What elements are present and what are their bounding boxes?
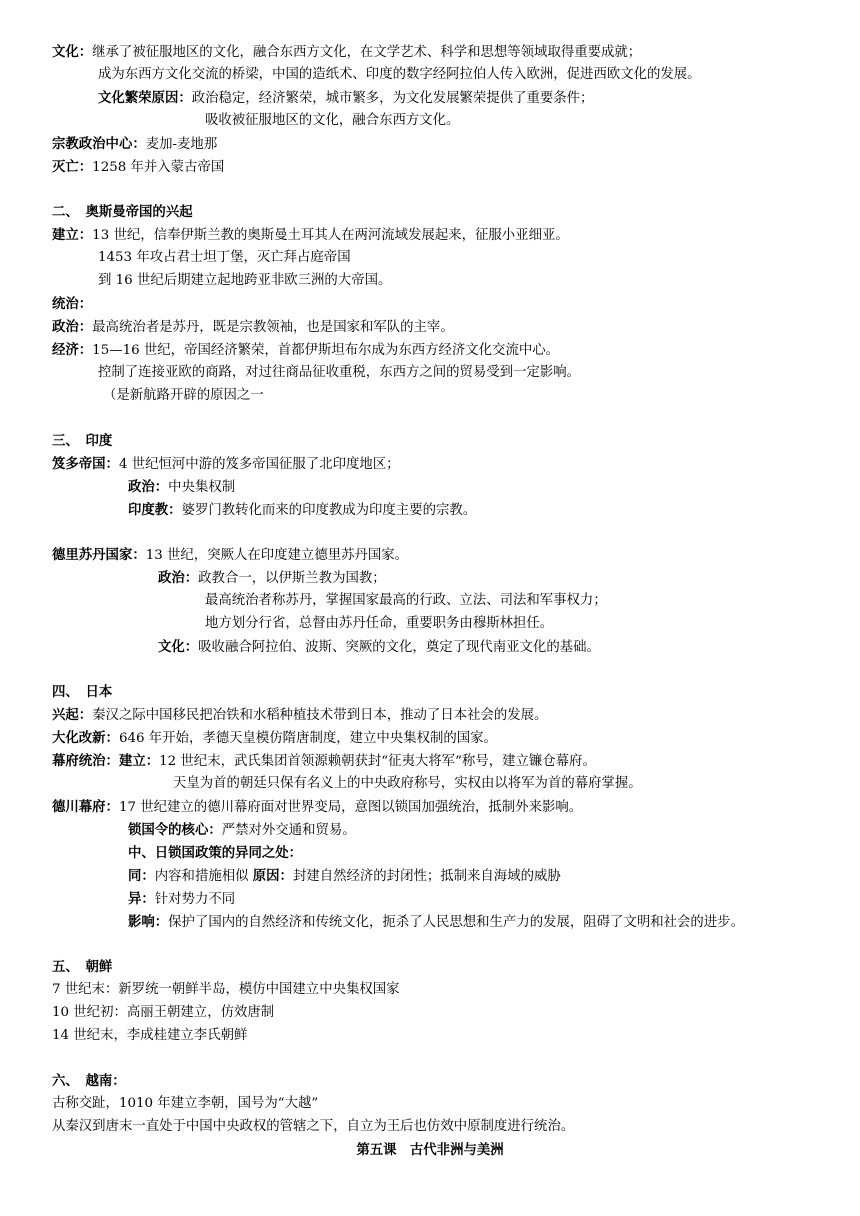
line-label: 中、日锁国政策的异同之处： [128, 845, 303, 861]
text-line [52, 225, 569, 245]
text-line [52, 42, 641, 62]
line-label: 影响： [128, 914, 169, 930]
line-label: 宗教政治中心： [52, 136, 146, 152]
line-label: 德川幕府： [52, 799, 119, 815]
line-text: 从秦汉到唐末一直处于中国中央政权的管辖之下，自立为王后也仿效中原制度进行统治。 [52, 1119, 575, 1134]
line-text: 成为东西方文化交流的桥梁，中国的造纸术、印度的数字经阿拉伯人传入欧洲，促进西欧文化的发展。 [98, 67, 701, 82]
text-line [52, 317, 454, 337]
text-line [128, 500, 476, 520]
text-line [128, 912, 744, 932]
line-label: 文化： [52, 44, 93, 60]
line-label: 政治： [52, 319, 93, 335]
line-label: 政治： [158, 570, 199, 586]
text-line [52, 705, 547, 725]
line-label: 兴起： [52, 707, 93, 723]
line-text: 秦汉之际中国移民把冶铁和水稻种植技术带到日本，推动了日本社会的发展。 [92, 708, 548, 723]
line-text: 保护了国内的自然经济和传统文化，扼杀了人民思想和生产力的发展，阻碍了文明和社会的进步。 [168, 915, 744, 930]
line-label: 灭亡： [52, 159, 93, 175]
text-line [98, 363, 580, 383]
line-text: 政教合一，以伊斯兰教为国教； [198, 571, 386, 586]
line-text: 封建自然经济的封闭性；抵制来自海域的威胁 [292, 869, 561, 884]
text-line [52, 682, 112, 702]
line-text: 古称交趾，1010 年建立李朝，国号为“大越” [52, 1096, 319, 1111]
line-text: 政治稳定，经济繁荣，城市繁多，为文化发展繁荣提供了重要条件； [191, 91, 594, 106]
line-text: 12 世纪末，武氏集团首领源赖朝获封“征夷大将军”称号，建立镰仓幕府。 [159, 754, 596, 769]
line-text: 最高统治者称苏丹，掌握国家最高的行政、立法、司法和军事权力； [205, 593, 607, 608]
line-text: 14 世纪末，李成桂建立李氏朝鲜 [52, 1028, 248, 1043]
text-line [52, 340, 559, 360]
line-text: 13 世纪，信奉伊斯兰教的奥斯曼土耳其人在两河流域发展起来，征服小亚细亚。 [92, 228, 569, 243]
line-label: 四、 日本 [52, 684, 113, 700]
text-line [52, 957, 112, 977]
text-line [173, 774, 642, 794]
text-line [98, 271, 391, 291]
text-line [205, 591, 607, 611]
text-line [52, 1026, 247, 1046]
text-line [128, 843, 302, 863]
text-line [52, 1094, 318, 1114]
line-text: 10 世纪初：高丽王朝建立，仿效唐制 [52, 1005, 275, 1020]
line-text: 646 年开始，孝德天皇模仿隋唐制度，建立中央集权制的国家。 [118, 731, 497, 746]
text-line [52, 202, 193, 222]
text-line [52, 751, 596, 771]
text-line [98, 65, 701, 85]
line-label: 印度教： [128, 502, 182, 518]
line-label: 统治： [52, 296, 93, 312]
line-text: 4 世纪恒河中游的笈多帝国征服了北印度地区； [118, 457, 400, 472]
line-label: 三、 印度 [52, 433, 113, 449]
line-label: 异： [128, 891, 155, 907]
line-label: 经济： [52, 342, 93, 358]
text-line [128, 477, 235, 497]
text-line [52, 431, 112, 451]
text-line [205, 614, 553, 634]
line-text: 17 世纪建立的德川幕府面对世界变局，意图以锁国加强统治，抵制外来影响。 [118, 800, 583, 815]
line-label: 大化改新： [52, 730, 119, 746]
line-label: 政治： [128, 479, 169, 495]
text-line [98, 88, 593, 108]
line-label: 二、 奥斯曼帝国的兴起 [52, 204, 193, 220]
line-label: 五、 朝鲜 [52, 959, 113, 975]
line-text: 内容和措施相似 [154, 869, 253, 884]
line-text: 针对势力不同 [154, 892, 236, 907]
text-line [128, 889, 235, 909]
line-text: 地方划分行省，总督由苏丹任命，重要职务由穆斯林担任。 [205, 616, 554, 631]
line-label: 锁国令的核心： [128, 822, 222, 838]
line-label: 德里苏丹国家： [52, 547, 146, 563]
text-line [52, 1071, 126, 1091]
line-text: 7 世纪末：新罗统一朝鲜半岛，模仿中国建立中央集权国家 [52, 982, 400, 997]
line-text: 麦加-麦地那 [145, 137, 218, 152]
text-line [52, 1117, 574, 1137]
line-text: 婆罗门教转化而来的印度教成为印度主要的宗教。 [181, 503, 477, 518]
text-line [158, 568, 386, 588]
line-text: 到 16 世纪后期建立起地跨亚非欧三洲的大帝国。 [98, 273, 392, 288]
text-line [52, 728, 497, 748]
line-text: 严禁对外交通和贸易。 [221, 823, 356, 838]
text-line [205, 111, 459, 131]
line-text: 控制了连接亚欧的商路，对过往商品征收重税，东西方之间的贸易受到一定影响。 [98, 365, 581, 380]
line-text: （是新航路开辟的原因之一 [103, 388, 264, 403]
line-label: 六、 越南： [52, 1073, 126, 1089]
line-text: 15—16 世纪，帝国经济繁荣，首都伊斯坦布尔成为东西方经济文化交流中心。 [92, 343, 560, 358]
text-line [52, 545, 408, 565]
text-line [128, 866, 561, 886]
line-label: 幕府统治：建立： [52, 753, 160, 769]
text-line [52, 157, 224, 177]
line-label: 原因： [252, 868, 293, 884]
line-text: 吸收融合阿拉伯、波斯、突厥的文化，奠定了现代南亚文化的基础。 [198, 640, 600, 655]
line-text: 13 世纪，突厥人在印度建立德里苏丹国家。 [145, 548, 409, 563]
line-text: 天皇为首的朝廷只保有名义上的中央政府称号，实权由以将军为首的幕府掌握。 [173, 776, 642, 791]
line-label: 文化： [158, 639, 199, 655]
line-text: 继承了被征服地区的文化，融合东西方文化，在文学艺术、科学和思想等领域取得重要成就； [92, 45, 642, 60]
text-line [103, 386, 264, 406]
line-text: 最高统治者是苏丹，既是宗教领袖，也是国家和军队的主宰。 [92, 320, 454, 335]
line-label: 笈多帝国： [52, 456, 119, 472]
line-label: 建立： [52, 227, 93, 243]
text-line [128, 820, 356, 840]
line-label: 同： [128, 868, 155, 884]
line-text: 吸收被征服地区的文化，融合东西方文化。 [205, 113, 460, 128]
text-line [158, 637, 600, 657]
line-label: 文化繁荣原因： [98, 90, 192, 106]
line-text: 中央集权制 [168, 480, 236, 495]
text-line [52, 134, 217, 154]
lesson-title: 第五课 古代非洲与美洲 [356, 1142, 504, 1158]
line-text: 1453 年攻占君士坦丁堡，灭亡拜占庭帝国 [98, 250, 351, 265]
text-line [52, 980, 400, 1000]
text-line [52, 797, 582, 817]
text-line [52, 1003, 274, 1023]
text-line [98, 248, 351, 268]
text-line [52, 454, 400, 474]
line-text: 1258 年并入蒙古帝国 [92, 160, 225, 175]
text-line [52, 294, 92, 314]
